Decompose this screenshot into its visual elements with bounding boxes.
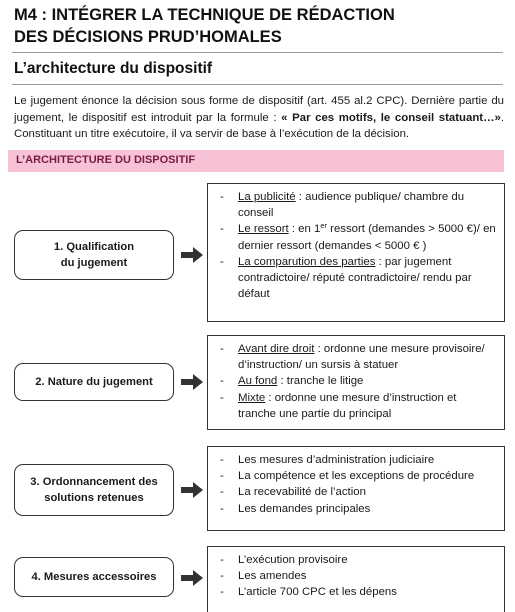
- arrow-right-icon: [181, 374, 203, 390]
- section-banner: [8, 150, 504, 172]
- list-item: - La publicité : audience publique/ chambre du conseil: [218, 189, 496, 221]
- list-item: - La recevabilité de l’action: [218, 484, 496, 500]
- list-item: - L’article 700 CPC et les dépens: [218, 584, 496, 600]
- arrow-right-icon: [181, 247, 203, 263]
- step-qualification-details: [207, 183, 505, 322]
- intro-text-1: Le jugement énonce la décision sous forme de dispositif (art. 455 al.2 CPC). Dernière partie du jugement, le dispositif est introduit par la formule :: [14, 95, 504, 124]
- section-subtitle: L’architecture du dispositif: [14, 60, 213, 77]
- step-qualification-label: [14, 230, 174, 280]
- arrow-right-icon: [181, 482, 203, 498]
- step-ordonnancement-details: [207, 446, 505, 531]
- list-item: - L’exécution provisoire: [218, 552, 496, 568]
- intro-paragraph: [14, 93, 504, 143]
- title-divider: [12, 52, 503, 53]
- list-item: - La comparution des parties : par jugement contradictoire/ réputé contradictoire/ rendu par défaut: [218, 254, 496, 303]
- title-line-2: DES DÉCISIONS PRUD’HOMALES: [14, 28, 282, 46]
- arrow-right-icon: [181, 570, 203, 586]
- list-item: - Les amendes: [218, 568, 496, 584]
- step-nature-label: [14, 363, 174, 401]
- step-mesures-label: [14, 557, 174, 597]
- list-item: - Le ressort : en 1er ressort (demandes > 5000 €)/ en dernier ressort (demandes < 5000 € ): [218, 221, 496, 253]
- list-item: - Mixte : ordonne une mesure d’instruction et tranche une partie du principal: [218, 390, 496, 422]
- banner-label: L’ARCHITECTURE DU DISPOSITIF: [16, 154, 196, 166]
- step-1-line-2: du jugement: [60, 257, 128, 269]
- step-4-line-1: 4. Mesures accessoires: [31, 571, 157, 583]
- title-line-1: M4 : INTÉGRER LA TECHNIQUE DE RÉDACTION: [14, 6, 395, 24]
- list-item: - Avant dire droit : ordonne une mesure provisoire/ d’instruction/ un sursis à statuer: [218, 341, 496, 373]
- step-3-line-2: solutions retenues: [44, 492, 144, 504]
- list-item: - Les mesures d’administration judiciaire: [218, 452, 496, 468]
- intro-formula: « Par ces motifs, le conseil statuant…»: [281, 111, 501, 124]
- step-mesures-details: [207, 546, 505, 612]
- page-title: [14, 4, 395, 48]
- list-item: - Au fond : tranche le litige: [218, 373, 496, 389]
- step-2-line-1: 2. Nature du jugement: [35, 376, 153, 388]
- step-ordonnancement-label: [14, 464, 174, 516]
- step-1-line-1: 1. Qualification: [53, 241, 135, 253]
- list-item: - Les demandes principales: [218, 501, 496, 517]
- intro-text-2: . Constituant un titre exécutoire, il va servir de base à l’exécution de la décision.: [14, 111, 504, 140]
- list-item: - La compétence et les exceptions de procédure: [218, 468, 496, 484]
- subtitle-divider: [12, 84, 503, 85]
- step-nature-details: [207, 335, 505, 430]
- step-3-line-1: 3. Ordonnancement des: [30, 476, 158, 488]
